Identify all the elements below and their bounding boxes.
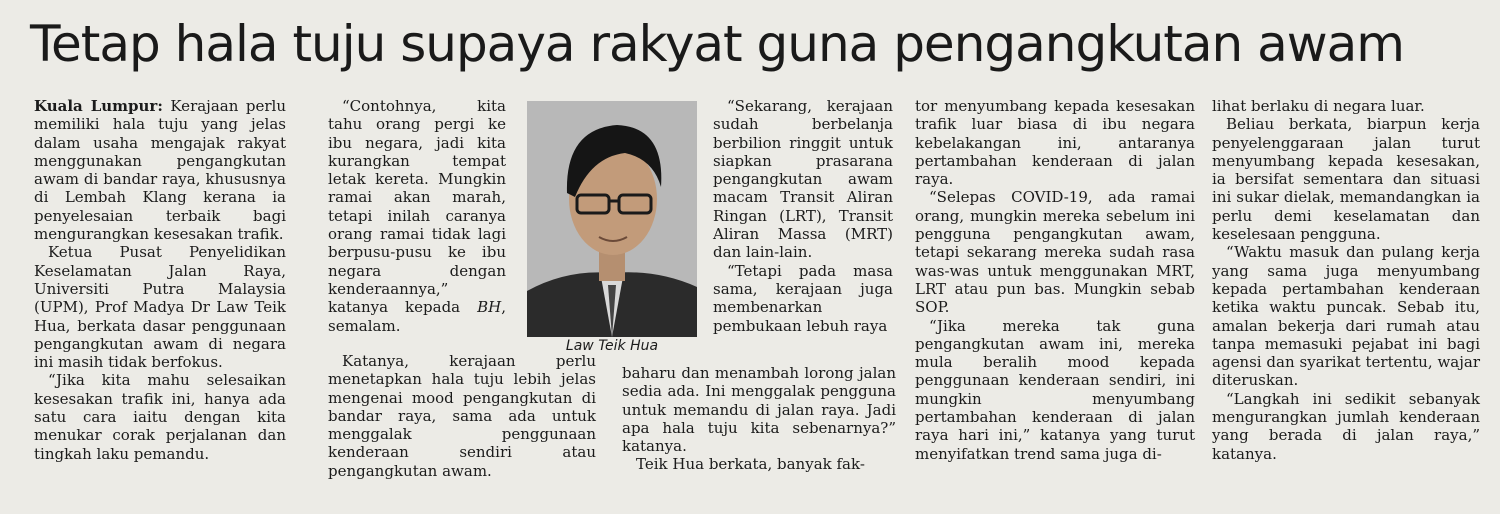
paragraph: lihat berlaku di negara luar. [1212,97,1425,115]
column-2-continued [328,352,596,480]
paragraph: “Jika kita mahu selesaikan kesesakan trafik ini, hanya ada satu cara iaitu dengan kita menukar corak perjalanan dan tingkah laku pemandu. [34,371,286,463]
paragraph: “Jika mereka tak guna pengangkutan awam ini, mereka mula beralih mood kepada penggunaan kenderaan sendiri, ini mungkin menyumbang pertambahan kenderaan di jalan raya hari ini,” katanya yang turut menyifatkan trend sama juga di- [915,316,1195,463]
paragraph: Katanya, kerajaan perlu menetapkan hala tuju lebih jelas mengenai mood pengangkutan di bandar raya, sama ada untuk menggalak penggunaan kenderaan sendiri atau pengangkutan awam. [328,352,596,480]
column-3-continued [622,364,896,474]
paragraph [34,97,286,243]
photo-caption: Law Teik Hua [565,338,659,354]
column-2 [328,97,506,335]
paragraph-text: Kerajaan perlu memiliki hala tuju yang jelas dalam usaha mengajak rakyat menggunakan pengangkutan awam di bandar raya, khususnya di Lembah Klang kerana ia penyelesaian terbaik bagi mengurangkan kesesakan trafik. [34,97,286,244]
paragraph: “Tetapi pada masa sama, kerajaan juga membenarkan pembukaan lebuh raya [713,261,893,335]
column-3 [713,97,893,335]
portrait-illustration [527,101,697,337]
paragraph-text: , semalam. [328,298,506,335]
paragraph: “Waktu masuk dan pulang kerja yang sama juga menyumbang kepada pertambahan kenderaan ketika waktu puncak. Sebab itu, amalan bekerja dari rumah atau tanpa memasuki pejabat ini bagi agensi dan syarikat tertentu, wajar diteruskan. [1212,243,1480,390]
headline: Tetap hala tuju supaya rakyat guna pengangkutan awam [30,15,1405,73]
portrait-photo [527,101,697,337]
paragraph: “Selepas COVID-19, ada ramai orang, mungkin mereka sebelum ini pengguna pengangkutan awam, tetapi sekarang mereka sudah rasa was-was untuk menggunakan MRT, LRT atau pun bas. Mungkin sebab SOP. [915,188,1195,317]
dateline: Kuala Lumpur: [34,97,163,115]
column-5 [1212,97,1480,463]
column-4 [915,97,1195,463]
paragraph: tor menyumbang kepada kesesakan trafik luar biasa di ibu negara kebelakangan ini, antaranya pertambahan kenderaan di jalan raya. [915,97,1195,189]
paragraph: “Sekarang, kerajaan sudah berbelanja berbilion ringgit untuk siapkan prasarana pengangkutan awam macam Transit Aliran Ringan (LRT), Transit Aliran Massa (MRT) dan lain-lain. [713,97,893,262]
paragraph: baharu dan menambah lorong jalan sedia ada. Ini menggalak pengguna untuk memandu di jalan raya. Jadi apa hala tuju kita sebenarnya?” katanya. [622,364,896,456]
paragraph: “Langkah ini sedikit sebanyak mengurangkan jumlah kenderaan yang berada di jalan raya,” katanya. [1212,389,1480,463]
paragraph: Ketua Pusat Penyelidikan Keselamatan Jalan Raya, Universiti Putra Malaysia (UPM), Prof Madya Dr Law Teik Hua, berkata dasar penggunaan pengangkutan awam di negara ini masih tidak berfokus. [34,243,286,372]
column-1 [34,97,286,463]
paragraph [328,97,506,335]
publication-name: BH [477,298,502,317]
paragraph: Teik Hua berkata, banyak fak- [636,455,865,474]
paragraph: Beliau berkata, biarpun kerja penyelenggaraan jalan turut menyumbang kepada kesesakan, ia bersifat sementara dan situasi ini sukar dielak, memandangkan ia perlu demi keselamatan dan keselesaan pengguna. [1212,115,1480,244]
paragraph-text: “Contohnya, kita tahu orang pergi ke ibu negara, jadi kita kurangkan tempat letak kereta. Mungkin ramai akan marah, tetapi inilah caranya orang ramai tidak lagi berpusu-pusu ke ibu negara dengan kenderaannya,” katanya kepada [328,97,506,317]
